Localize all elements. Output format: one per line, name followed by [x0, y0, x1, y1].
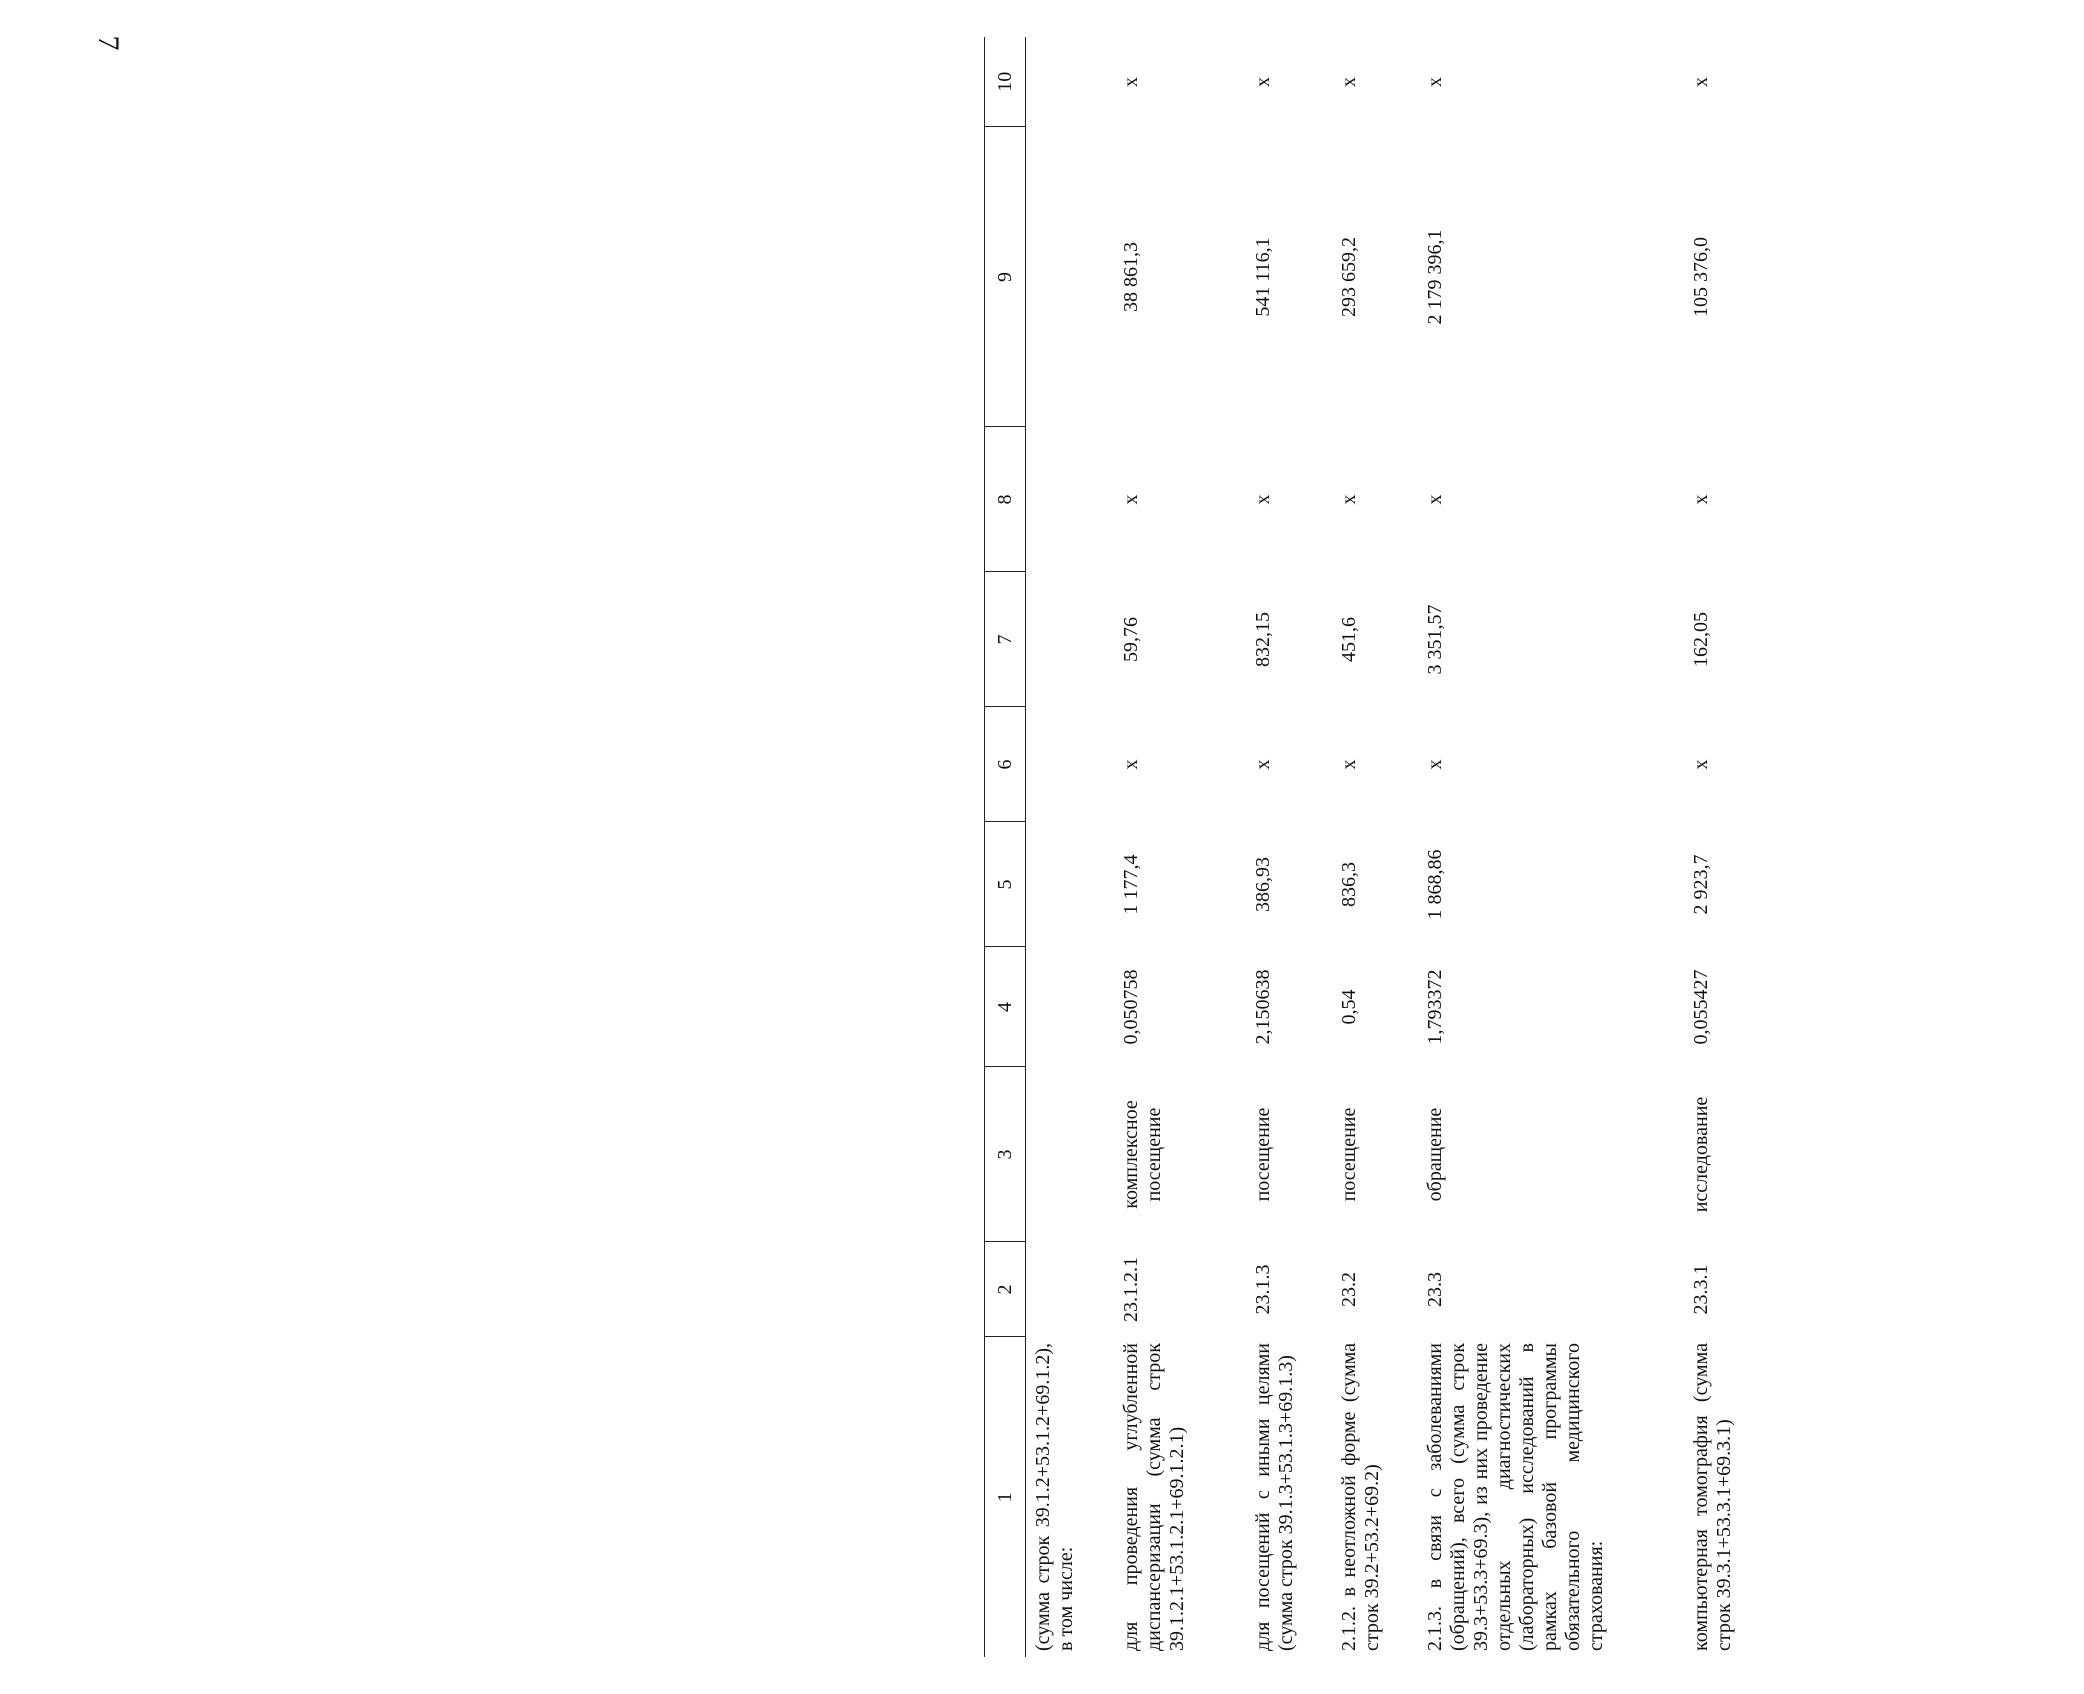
unit-cell: исследование [1690, 1096, 1712, 1213]
table-cell: 2 179 396,1 [1424, 229, 1446, 325]
page-number: 7 [92, 35, 125, 51]
table-cell: х [1338, 77, 1360, 87]
column-header: 2 [985, 1242, 1026, 1337]
row-description: 2.1.3. в связи с заболеваниями (обращений), всего (сумма строк 39.3+53.3+69.3), из них проведение отдельных диагностических (лабораторных) исследований в рамках базовой программы обязательного медицинского страхования: [1424, 1343, 1607, 1651]
table-cell: х [1338, 494, 1360, 505]
table-cell [1026, 822, 1115, 947]
column-header: 9 [985, 127, 1026, 427]
table-cell: 105 376,0 [1690, 237, 1712, 317]
unit-cell [1026, 1067, 1115, 1242]
row-code: 23.3 [1424, 1272, 1446, 1307]
table-row [1114, 37, 1246, 1657]
table-row [1332, 37, 1418, 1657]
table-cell: х [1690, 494, 1712, 505]
table-cell: 0,54 [1338, 989, 1360, 1025]
table-cell: х [1690, 759, 1712, 770]
unit-cell: комплексное посещение [1120, 1100, 1165, 1209]
table-cell [1026, 572, 1115, 707]
table-cell: 2 923,7 [1690, 854, 1712, 915]
table-cell [1026, 707, 1115, 822]
row-code: 23.1.2.1 [1120, 1257, 1142, 1322]
table-row [1418, 37, 1684, 1657]
table-cell: х [1338, 759, 1360, 770]
table-cell: х [1252, 759, 1274, 770]
row-code: 23.3.1 [1690, 1264, 1712, 1315]
row-description: компьютерная томография (сумма строк 39.3.1+53.3.1+69.3.1) [1690, 1343, 1735, 1651]
table-cell: 293 659,2 [1338, 237, 1360, 317]
row-code: 23.2 [1338, 1272, 1360, 1307]
unit-cell: посещение [1338, 1107, 1360, 1202]
row-description: для проведения углубленной диспансеризации (сумма строк 39.1.2.1+53.1.2.1+69.1.2.1) [1120, 1343, 1188, 1651]
table-cell: 0,050758 [1120, 969, 1142, 1045]
table-cell [1026, 127, 1115, 427]
column-header: 1 [985, 1337, 1026, 1657]
table-row [1684, 37, 1770, 1657]
table-cell: х [1690, 77, 1712, 87]
row-description: для посещений с иными целями (сумма строк 39.1.3+53.1.3+69.1.3) [1252, 1343, 1297, 1651]
table-cell: 1 177,4 [1120, 854, 1142, 915]
table-cell [1026, 947, 1115, 1067]
row-code [1026, 1242, 1115, 1337]
table-row [1026, 37, 1115, 1657]
rotated-page [984, 37, 2084, 1657]
table-cell: х [1120, 494, 1142, 505]
table-cell: 386,93 [1252, 857, 1274, 912]
table-cell: х [1252, 494, 1274, 505]
column-header: 5 [985, 822, 1026, 947]
row-description: (сумма строк 39.1.2+53.1.2+69.1.2), в том числе: [1032, 1343, 1077, 1651]
table-cell: х [1424, 494, 1446, 505]
table-cell: 541 116,1 [1252, 237, 1274, 317]
table-cell: 38 861,3 [1120, 242, 1142, 312]
column-header: 6 [985, 707, 1026, 822]
table-cell [1026, 37, 1115, 127]
table-cell: 0,055427 [1690, 969, 1712, 1045]
row-code: 23.1.3 [1252, 1264, 1274, 1315]
column-header: 4 [985, 947, 1026, 1067]
header-row [985, 37, 1026, 1657]
table-cell [1026, 427, 1115, 572]
table-cell: х [1120, 759, 1142, 770]
column-header: 10 [985, 37, 1026, 127]
table-cell: х [1424, 759, 1446, 770]
table-cell: 1 868,86 [1424, 849, 1446, 920]
column-header: 8 [985, 427, 1026, 572]
table-cell: 3 351,57 [1424, 604, 1446, 675]
table-cell: 836,3 [1338, 862, 1360, 907]
data-table [984, 37, 1770, 1657]
table-cell: х [1424, 77, 1446, 87]
row-description: 2.1.2. в неотложной форме (сумма строк 39.2+53.2+69.2) [1338, 1343, 1383, 1651]
table-cell: 59,76 [1120, 617, 1142, 662]
unit-cell: посещение [1252, 1107, 1274, 1202]
table-cell: х [1120, 77, 1142, 87]
table-cell: 2,150638 [1252, 969, 1274, 1045]
unit-cell: обращение [1424, 1107, 1446, 1202]
table-cell: 1,793372 [1424, 969, 1446, 1045]
column-header: 3 [985, 1067, 1026, 1242]
table-row [1246, 37, 1332, 1657]
table-cell: 162,05 [1690, 612, 1712, 667]
column-header: 7 [985, 572, 1026, 707]
table-cell: 451,6 [1338, 617, 1360, 662]
table-cell: х [1252, 77, 1274, 87]
table-cell: 832,15 [1252, 612, 1274, 667]
